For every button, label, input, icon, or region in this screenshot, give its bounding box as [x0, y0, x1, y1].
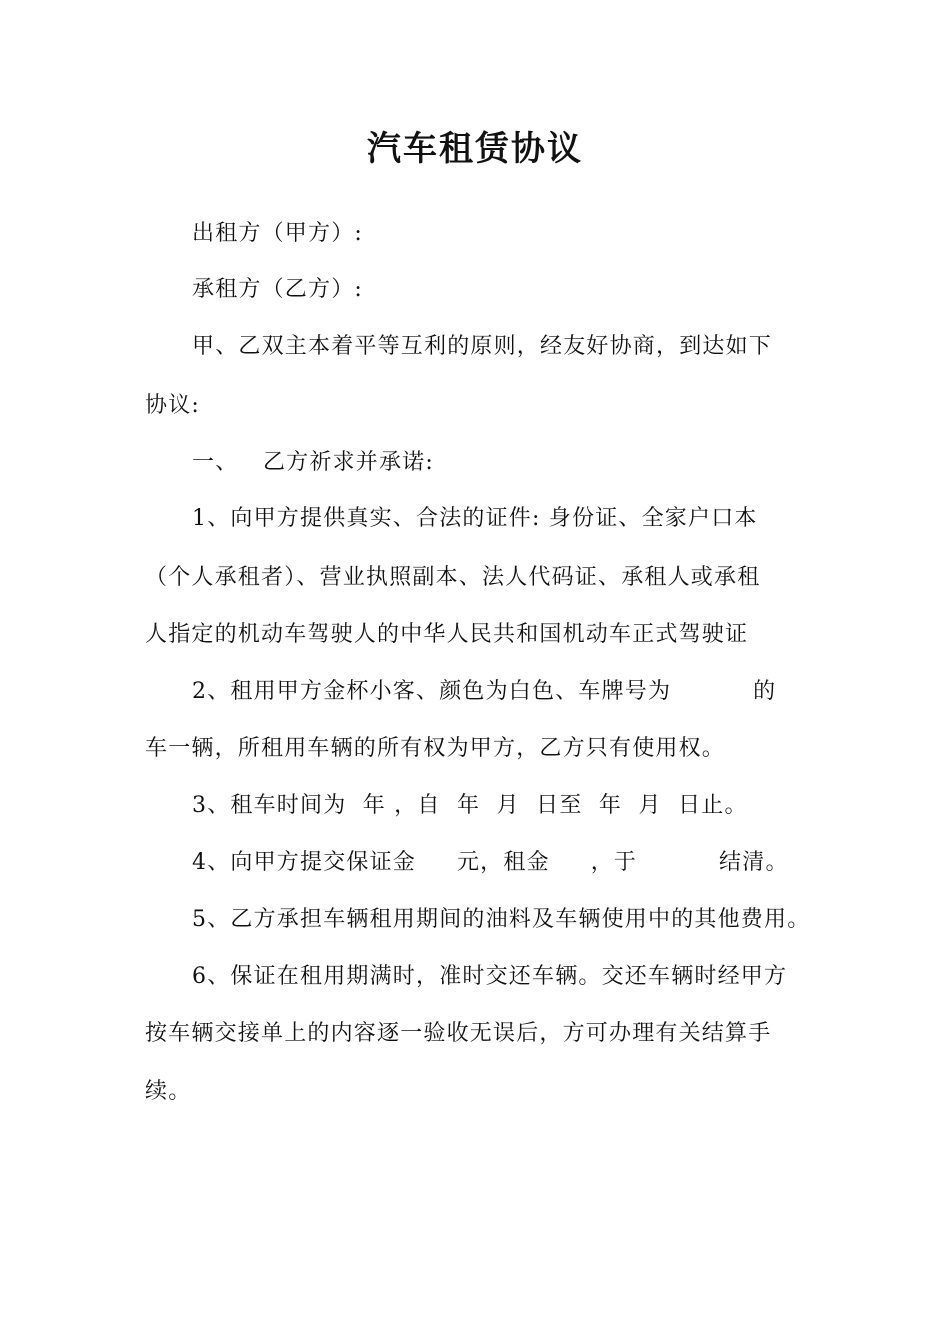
clause-1-line-3: 人指定的机动车驾驶人的中华人民共和国机动车正式驾驶证	[145, 622, 749, 647]
lessor-line: 出租方（甲方）:	[192, 221, 364, 246]
clause-6-line-2: 按车辆交接单上的内容逐一验收无误后，方可办理有关结算手	[145, 1021, 772, 1046]
document-title: 汽车租赁协议	[367, 129, 583, 169]
clause-3-line: 3、租车时间为 年 ，自 年 月 日至 年 月 日止。	[192, 793, 748, 818]
clause-6-line-1: 6、保证在租用期满时，准时交还车辆。交还车辆时经甲方	[192, 964, 788, 989]
preamble-line-2: 协议:	[145, 393, 201, 418]
clause-1-line-1: 1、向甲方提供真实、合法的证件: 身份证、全家户口本	[192, 506, 758, 531]
preamble-line-1: 甲、乙双主本着平等互利的原则，经友好协商，到达如下	[192, 334, 773, 359]
clause-4-line: 4、向甲方提交保证金 元，租金 ，于 结清。	[192, 850, 789, 875]
clause-6-line-3: 续。	[145, 1079, 192, 1104]
clause-1-line-2: （个人承租者）、营业执照副本、法人代码证、承租人或承租	[145, 565, 761, 590]
clause-2-line-1: 2、租用甲方金杯小客、颜色为白色、车牌号为 的	[192, 679, 777, 704]
section-heading-1: 一、 乙方祈求并承诺:	[192, 450, 434, 475]
clause-2-line-2: 车一辆，所租用车辆的所有权为甲方，乙方只有使用权。	[145, 736, 726, 761]
lessee-line: 承租方（乙方）:	[192, 277, 364, 302]
clause-5-line: 5、乙方承担车辆租用期间的油料及车辆使用中的其他费用。	[192, 907, 811, 932]
